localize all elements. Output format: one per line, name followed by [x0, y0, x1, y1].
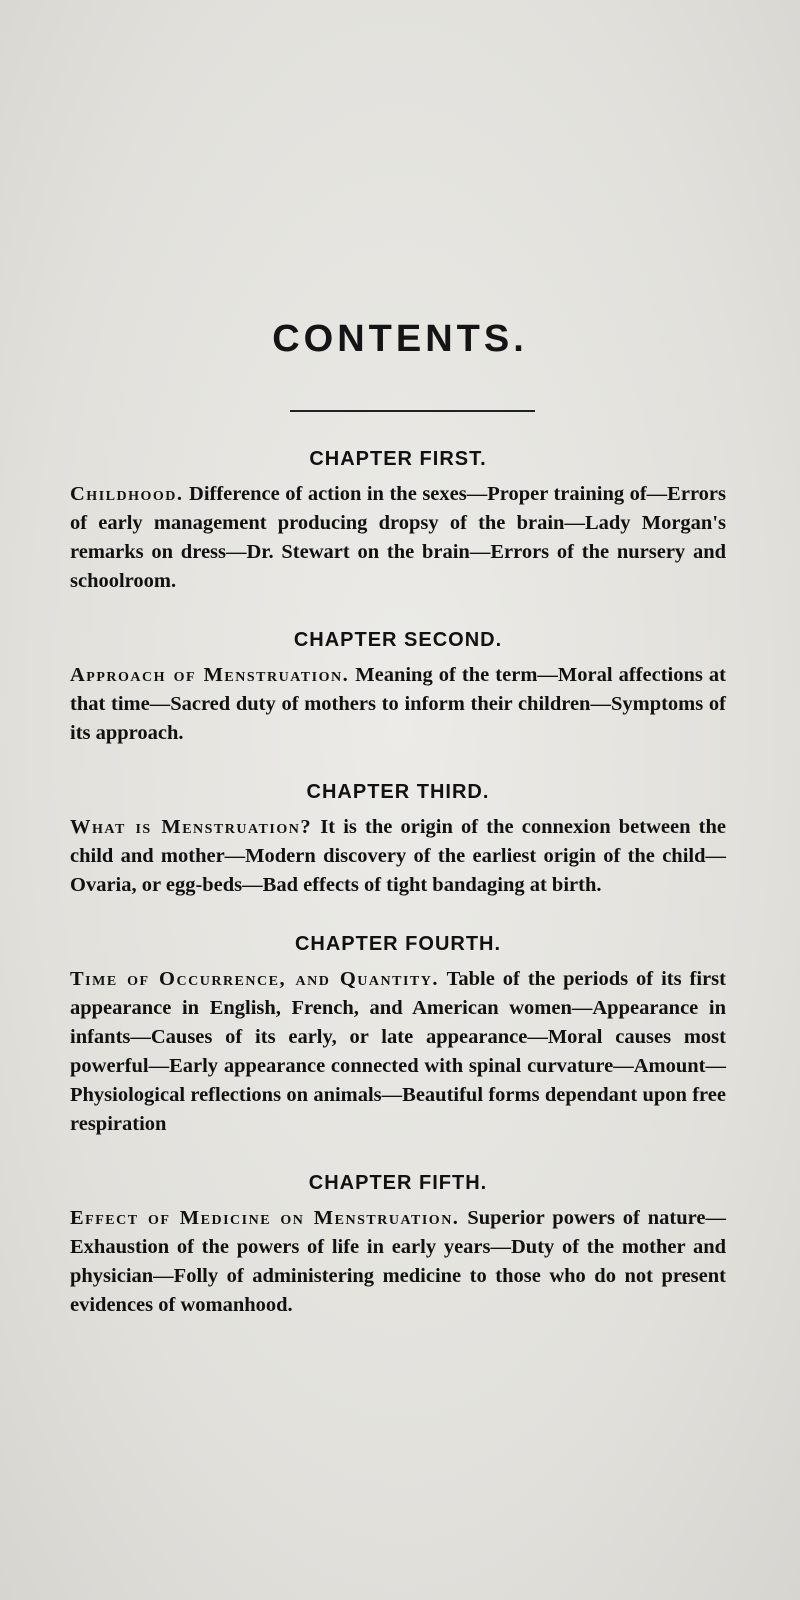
chapter-title: Approach of Menstruation. [70, 664, 350, 686]
title-divider [290, 410, 535, 412]
chapter-summary: Meaning of the term—Moral affections at that time—Sacred duty of mothers to inform their children—Symptoms of its approach. [70, 664, 726, 744]
chapter-summary: It is the origin of the connexion between the child and mother—Modern discovery of the earliest origin of the child—Ovaria, or egg-beds—Bad effects of tight bandaging at birth. [70, 816, 726, 896]
chapter-description [70, 480, 726, 596]
chapter-title: Childhood. [70, 483, 184, 505]
chapter-summary: Table of the periods of its first appearance in English, French, and American women—Appearance in infants—Causes of its early, or late appearance—Moral causes most powerful—Early appearance connected with spinal curvature—Amount—Physiological reflections on animals—Beautiful forms dependant upon free respiration [70, 968, 726, 1135]
chapter-description [70, 661, 726, 748]
chapter-title: What is Menstruation? [70, 816, 313, 838]
chapter-title: Effect of Medicine on Menstruation. [70, 1207, 460, 1229]
chapter-heading: CHAPTER THIRD. [306, 781, 490, 803]
chapter-entry [70, 448, 726, 596]
chapter-heading: CHAPTER FIRST. [309, 448, 487, 470]
chapter-entry [70, 781, 726, 900]
chapter-summary: Difference of action in the sexes—Proper training of—Errors of early management producing dropsy of the brain—Lady Morgan's remarks on dress—Dr. Stewart on the brain—Errors of the nursery and schoolroom. [70, 483, 727, 592]
chapter-description [70, 813, 726, 900]
chapter-entry [70, 629, 726, 748]
chapter-entry [70, 1172, 726, 1320]
chapter-description [70, 965, 726, 1139]
chapter-heading: CHAPTER FIFTH. [308, 1172, 488, 1194]
page-title: CONTENTS. [272, 318, 528, 360]
chapter-summary: Superior powers of nature—Exhaustion of the powers of life in early years—Duty of the mother and physician—Folly of administering medicine to those who do not present evidences of womanhood. [70, 1207, 726, 1316]
chapter-description [70, 1204, 726, 1320]
chapter-heading: CHAPTER FOURTH. [294, 933, 502, 955]
chapter-title: Time of Occurrence, and Quantity. [70, 968, 439, 990]
chapter-entry [70, 933, 726, 1139]
contents-list [70, 448, 726, 1353]
chapter-heading: CHAPTER SECOND. [293, 629, 503, 651]
